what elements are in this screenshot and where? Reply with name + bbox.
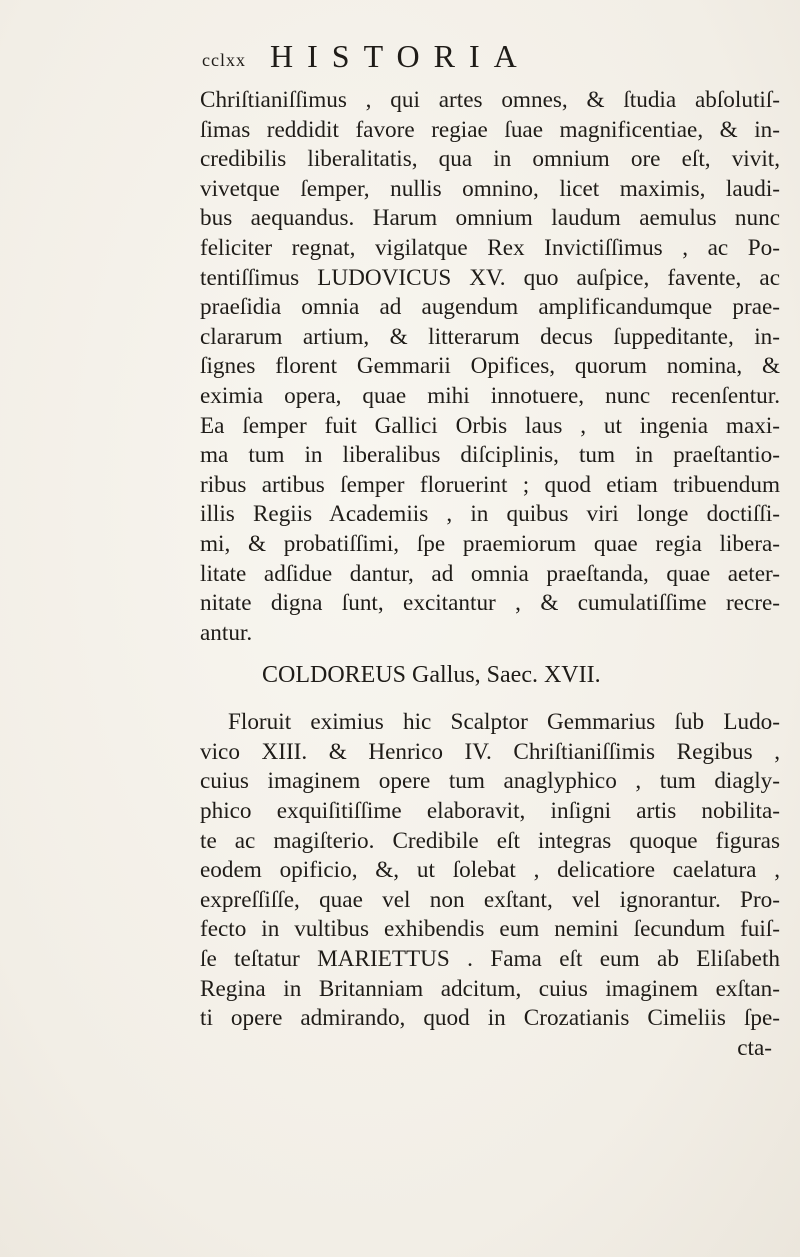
text-line: Regina in Britanniam adcitum, cuius imaginem exſtan- [200, 975, 780, 1002]
text-line: expreſſiſſe, quae vel non exſtant, vel ignorantur. Pro- [200, 886, 780, 913]
text-line: phico exquiſitiſſime elaboravit, inſigni artis nobilita- [200, 798, 780, 825]
text-line: te ac magiſterio. Credibile eſt integras quoque figuras [200, 827, 780, 854]
text-line: vivetque ſemper, nullis omnino, licet maximis, laudi- [200, 175, 780, 202]
text-line: ſe teſtatur MARIETTUS . Fama eſt eum ab Eliſabeth [200, 946, 780, 973]
text-line: antur. [200, 619, 253, 646]
text-line: ſignes florent Gemmarii Opifices, quorum nomina, & [200, 353, 780, 380]
text-line: fecto in vultibus exhibendis eum nemini ſecundum fuiſ- [200, 916, 780, 943]
text-line: Floruit eximius hic Scalptor Gemmarius ſub Ludo- [228, 709, 780, 736]
text-line: tentiſſimus LUDOVICUS XV. quo auſpice, favente, ac [200, 264, 780, 291]
page-header [202, 38, 662, 78]
text-line: Chriſtianiſſimus , qui artes omnes, & ſtudia abſolutiſ- [200, 87, 780, 113]
text-line: litate adſidue dantur, ad omnia praeſtanda, quae aeter- [200, 560, 780, 587]
text-line: illis Regiis Academiis , in quibus viri longe doctiſſi- [200, 501, 780, 528]
text-line: ti opere admirando, quod in Crozatianis Cimeliis ſpe- [200, 1005, 780, 1032]
paragraph-intro [200, 86, 780, 648]
text-line: nitate digna ſunt, excitantur , & cumulatiſſime recre- [200, 590, 780, 617]
text-line: ma tum in liberalibus diſciplinis, tum in praeſtantio- [200, 442, 780, 469]
catchword: cta- [737, 1034, 772, 1061]
text-line: praeſidia omnia ad augendum amplificandumque prae- [200, 294, 780, 321]
text-line: bus aequandus. Harum omnium laudum aemulus nunc [200, 205, 780, 232]
running-head: HISTORIA [270, 38, 531, 74]
text-line: ribus artibus ſemper floruerint ; quod etiam tribuendum [200, 471, 780, 498]
text-line: ſimas reddidit favore regiae ſuae magnificentiae, & in- [200, 116, 780, 143]
text-line: clararum artium, & litterarum decus ſuppeditante, in- [200, 323, 780, 350]
section-heading: COLDOREUS Gallus, Saec. XVII. [262, 662, 601, 689]
text-line: eximia opera, quae mihi innotuere, nunc recenſentur. [200, 382, 780, 409]
text-line: mi, & probatiſſimi, ſpe praemiorum quae regia libera- [200, 530, 780, 557]
text-line: cuius imaginem opere tum anaglyphico , tum diagly- [200, 768, 780, 795]
text-line: credibilis liberalitatis, qua in omnium ore eſt, vivit, [200, 146, 780, 173]
body-text [200, 86, 780, 1062]
text-line: feliciter regnat, vigilatque Rex Invictiſſimus , ac Po- [200, 234, 780, 261]
text-line: eodem opificio, &, ut ſolebat , delicatiore caelatura , [200, 857, 780, 884]
paragraph-coldoreus [200, 708, 780, 1034]
text-line: vico XIII. & Henrico IV. Chriſtianiſſimis Regibus , [200, 738, 780, 765]
page-number: cclxx [202, 50, 246, 70]
text-line: Ea ſemper fuit Gallici Orbis laus , ut ingenia maxi- [200, 412, 780, 439]
